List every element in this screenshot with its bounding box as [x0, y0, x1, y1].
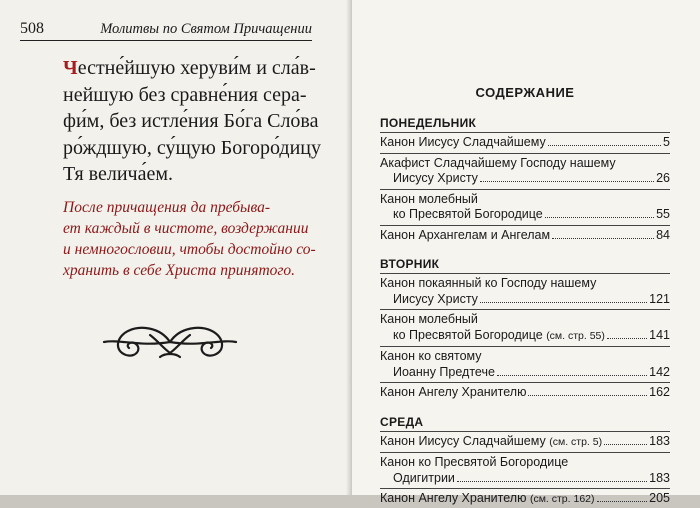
toc-page-number: 141: [649, 327, 670, 342]
leader-dots: [480, 302, 647, 303]
toc-page-number: 5: [663, 135, 670, 149]
toc-section-monday: [380, 116, 670, 243]
toc-entry: Канон Ангелу Хранителю (см. стр. 162) 205: [380, 488, 670, 508]
toc-page-number: 205: [649, 491, 670, 505]
toc-title: СОДЕРЖАНИЕ: [475, 85, 575, 100]
toc-note: (см. стр. 5): [549, 435, 603, 448]
rubric-line: После причащения да пребыва-: [63, 199, 271, 216]
left-page: [0, 0, 352, 495]
leader-dots: [597, 501, 648, 502]
rubric-line: хранить в себе Христа принятого.: [63, 262, 296, 279]
toc-page-number: 121: [649, 291, 670, 306]
toc-section-tuesday: [380, 257, 670, 401]
rubric-line: ет каждый в чистоте, воздержании: [63, 220, 309, 237]
toc-note: (см. стр. 162): [529, 493, 595, 505]
leader-dots: [548, 145, 661, 146]
prayer-line: нейшую без сравне́ния сера-: [63, 83, 307, 106]
toc-page-number: 162: [649, 385, 670, 399]
leader-dots: [607, 338, 647, 339]
toc-entry: Канон Ангелу Хранителю 162: [380, 382, 670, 401]
toc-note: (см. стр. 55): [546, 329, 605, 342]
toc-entry: Канон молебный ко Пресвятой Богородице (см. стр. 55) 141: [380, 309, 670, 344]
toc-entry: Канон молебный ко Пресвятой Богородице 55: [380, 189, 670, 223]
table-of-contents: [380, 110, 670, 508]
leader-dots: [528, 395, 647, 396]
toc-page-number: 55: [656, 207, 670, 221]
toc-page-number: 26: [656, 171, 670, 185]
page-header: [20, 18, 312, 41]
rubric-text: [63, 197, 325, 281]
rubric-line: и немногословии, чтобы достойно со-: [63, 241, 316, 258]
drop-cap: Ч: [63, 57, 78, 79]
toc-entry: Канон ко Пресвятой Богородице Одигитрии 183: [380, 452, 670, 486]
page-number: 508: [20, 20, 44, 37]
toc-page-number: 183: [649, 470, 670, 485]
leader-dots: [497, 375, 647, 376]
toc-entry: Канон ко святому Иоанну Предтече 142: [380, 346, 670, 380]
prayer-line: Тя велича́ем.: [63, 163, 174, 185]
prayer-text: [63, 55, 325, 188]
toc-day-heading: ПОНЕДЕЛЬНИК: [380, 116, 477, 130]
running-title: Молитвы по Святом Причащении: [100, 21, 312, 37]
prayer-line: ро́ждшую, су́щую Богоро́дицу: [63, 136, 321, 159]
toc-entry: Канон Архангелам и Ангелам 84: [380, 225, 670, 244]
toc-page-number: 142: [649, 364, 670, 379]
toc-section-wednesday: [380, 415, 670, 508]
leader-dots: [480, 181, 654, 182]
toc-day-heading: СРЕДА: [380, 414, 424, 429]
toc-entry: Канон Иисусу Сладчайшему (см. стр. 5) 183: [380, 431, 670, 451]
prayer-line: фи́м, без истле́ния Бо́га Сло́ва: [63, 110, 319, 132]
toc-day-heading: ВТОРНИК: [380, 257, 440, 271]
leader-dots: [604, 444, 647, 445]
leader-dots: [457, 481, 647, 482]
leader-dots: [545, 217, 654, 218]
ornament-icon: [100, 317, 240, 367]
toc-page-number: 183: [649, 433, 670, 448]
toc-entry: Акафист Сладчайшему Господу нашему Иисусу Христу 26: [380, 153, 670, 187]
toc-page-number: 84: [656, 227, 670, 242]
toc-entry: Канон покаянный ко Господу нашему Иисусу Христу 121: [380, 273, 670, 307]
toc-entry: Канон Иисусу Сладчайшему 5: [380, 132, 670, 151]
leader-dots: [552, 238, 654, 239]
prayer-line: Честне́йшую херуви́м и сла́в-: [63, 57, 316, 79]
